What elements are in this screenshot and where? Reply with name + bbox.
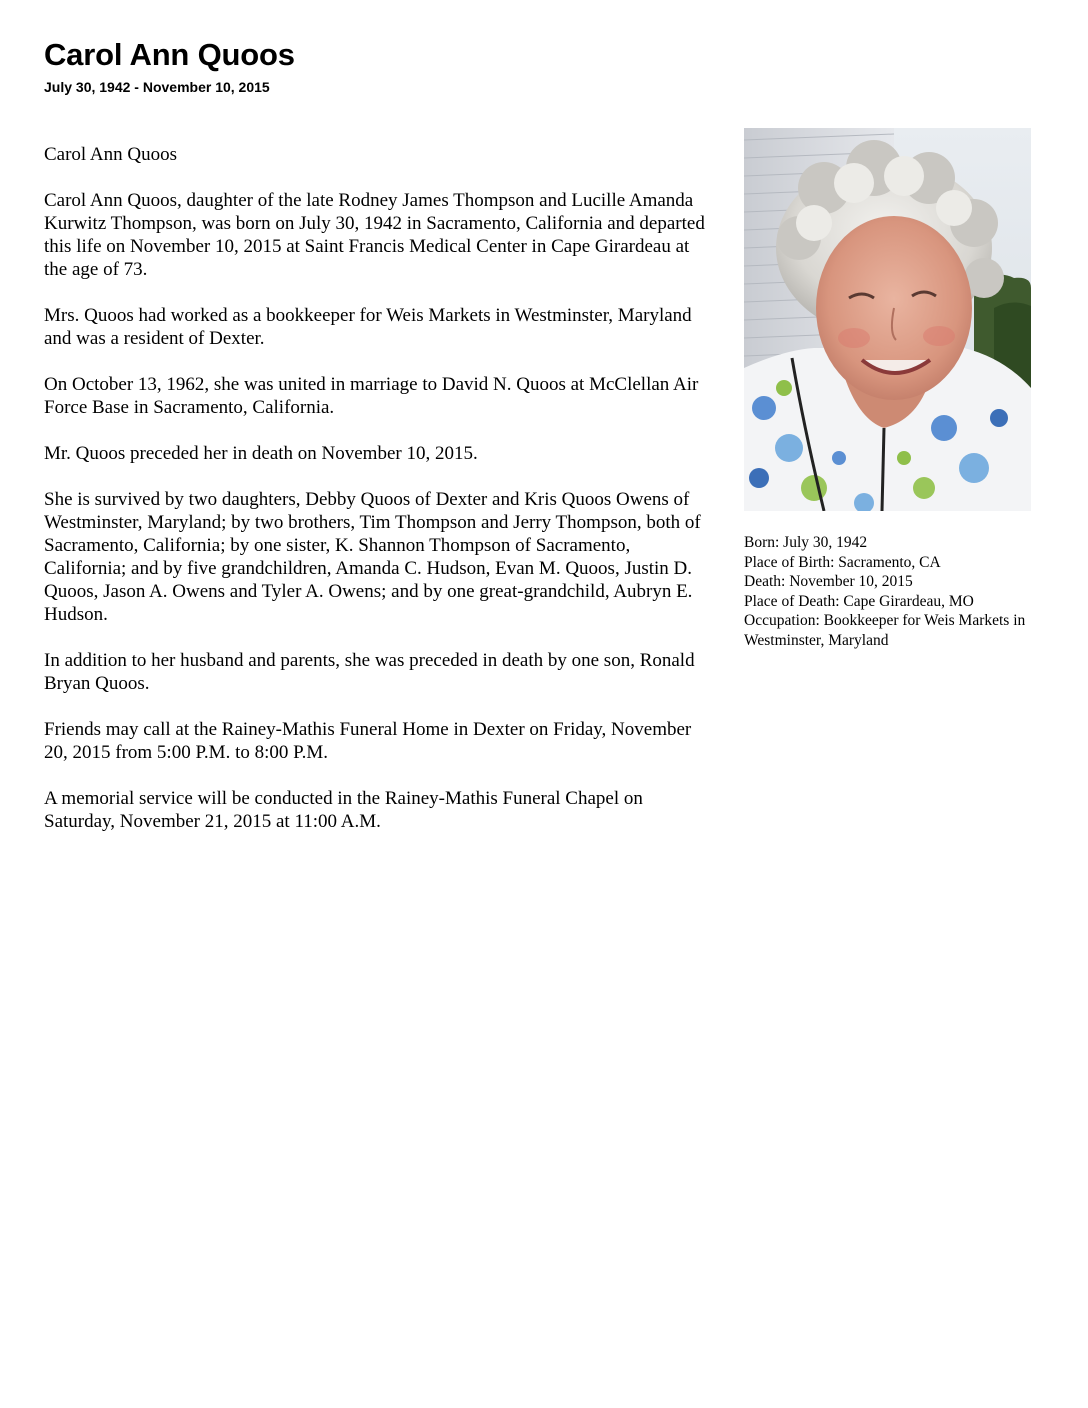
paragraph-service: A memorial service will be conducted in the Rainey-Mathis Funeral Chapel on Saturday, November 21, 2015 at 11:00 A.M. bbox=[44, 788, 643, 832]
obituary-header bbox=[44, 36, 744, 96]
paragraph-marriage: On October 13, 1962, she was united in marriage to David N. Quoos at McClellan Air Force Base in Sacramento, California. bbox=[44, 374, 699, 418]
paragraph-birth: Carol Ann Quoos, daughter of the late Rodney James Thompson and Lucille Amanda Kurwitz Thompson, was born on July 30, 1942 in Sacramento, California and departed this life on November 10, 2015 at Saint Francis Medical Center in Cape Girardeau at the age of 73. bbox=[44, 190, 705, 280]
death-fact: Death: November 10, 2015 bbox=[744, 573, 913, 590]
portrait-photo bbox=[744, 128, 1031, 511]
vital-facts bbox=[744, 533, 1044, 650]
paragraph-survivors: She is survived by two daughters, Debby Quoos of Dexter and Kris Quoos Owens of Westminster, Maryland; by two brothers, Tim Thompson and Jerry Thompson, both of Sacramento, California; by one sister, K. Shannon Thompson of Sacramento, California; and by five grandchildren, Amanda C. Hudson, Evan M. Quoos, Justin D. Quoos, Jason A. Owens and Tyler A. Owens; and by one great-grandchild, Aubryn E. Hudson. bbox=[44, 489, 701, 625]
paragraph-preceded: In addition to her husband and parents, she was preceded in death by one son, Ronald Bryan Quoos. bbox=[44, 650, 695, 694]
occupation-fact: Occupation: Bookkeeper for Weis Markets in Westminster, Maryland bbox=[744, 612, 1026, 649]
paragraph-visitation: Friends may call at the Rainey-Mathis Funeral Home in Dexter on Friday, November 20, 2015 from 5:00 P.M. to 8:00 P.M. bbox=[44, 719, 692, 763]
paragraph-occupation: Mrs. Quoos had worked as a bookkeeper for Weis Markets in Westminster, Maryland and was a resident of Dexter. bbox=[44, 305, 692, 349]
life-dates: July 30, 1942 - November 10, 2015 bbox=[44, 79, 270, 95]
obituary-body bbox=[44, 143, 712, 856]
page-title: Carol Ann Quoos bbox=[44, 37, 295, 72]
birthplace-fact: Place of Birth: Sacramento, CA bbox=[744, 553, 941, 571]
deathplace-fact: Place of Death: Cape Girardeau, MO bbox=[744, 592, 974, 610]
born-fact: Born: July 30, 1942 bbox=[744, 534, 868, 551]
paragraph-name: Carol Ann Quoos bbox=[44, 144, 177, 165]
paragraph-husband: Mr. Quoos preceded her in death on November 10, 2015. bbox=[44, 443, 478, 464]
